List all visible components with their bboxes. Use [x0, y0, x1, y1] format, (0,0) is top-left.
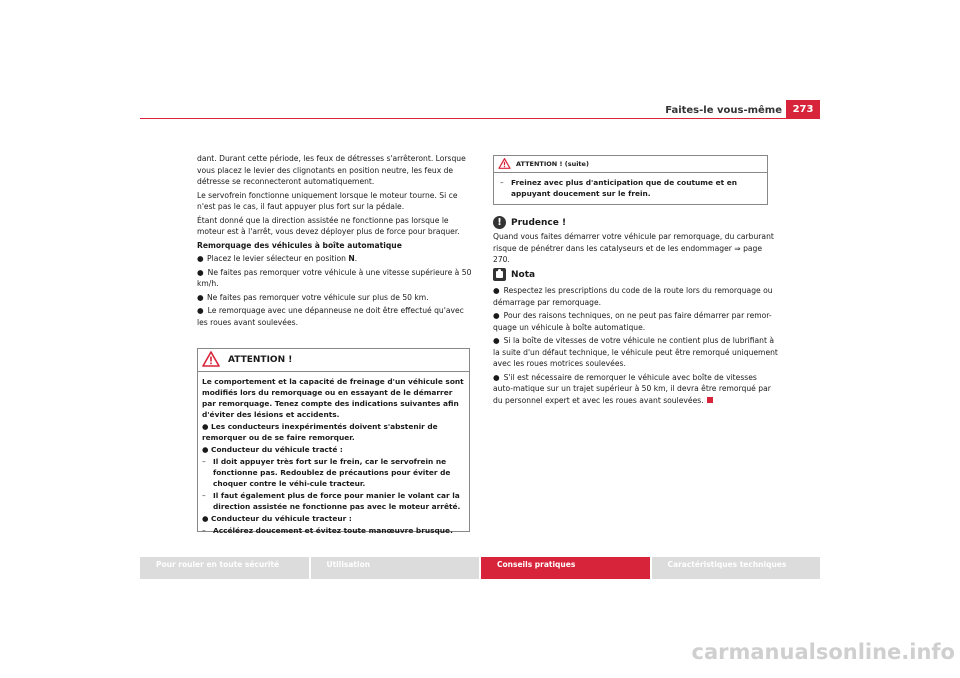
nota-list: [493, 285, 778, 406]
dash-icon: –: [202, 457, 206, 466]
dash-icon: –: [202, 526, 206, 535]
attention-title: ATTENTION !: [228, 355, 293, 365]
page-reference-link[interactable]: page 270.: [493, 243, 763, 264]
bullet-icon: ●: [197, 267, 204, 277]
list-item: ● Ne faites pas remorquer votre véhicule sur plus de 50 km.: [197, 292, 429, 302]
dash-icon: –: [202, 491, 206, 500]
list-item: – Il doit appuyer très fort sur le frein, car le servofrein ne fonctionne pas. Redoublez de précautions pour éviter de choquer contre le véhi-cule tracteur.: [202, 457, 451, 488]
footer-tab-caracteristiques[interactable]: Caractéristiques techniques: [652, 557, 821, 579]
header-divider: [140, 118, 820, 119]
paragraph-hazard-lights: dant. Durant cette période, les feux de détresses s'arrêteront. Lorsque vous placez le levier des clignotants en position neutre, les feux de détresse se reconnecteront automatiquement.: [197, 154, 466, 186]
attention-list: [202, 421, 465, 536]
attention-intro: Le comportement et la capacité de freinage d'un véhicule sont modifiés lors du remorquage ou en essayant de le démarrer par remorquage. Tenez compte des indications suivantes afin d'éviter des lésions et accidents.: [202, 377, 464, 419]
end-of-section-icon: [707, 397, 713, 403]
page-title: Faites-le vous-même: [665, 105, 782, 116]
prudence-header: [493, 216, 566, 229]
list-item: ● Conducteur du véhicule tracteur :: [202, 514, 352, 523]
nota-title: Nota: [511, 269, 536, 280]
bullet-icon: ●: [202, 445, 212, 454]
attention-continued-box: [493, 155, 768, 205]
bullet-icon: ●: [202, 514, 212, 523]
list-item: ● Pour des raisons techniques, on ne peut pas faire démarrer par remor-quage un véhicule à boîte automatique.: [493, 311, 772, 332]
attention-continued-body: – Freinez avec plus d'anticipation que de coutume et en appuyant doucement sur le frein.: [500, 178, 737, 198]
footer-nav: [140, 557, 820, 579]
warning-triangle-icon: [498, 158, 511, 171]
bullet-icon: ●: [493, 311, 500, 320]
footer-tab-securite[interactable]: Pour rouler en toute sécurité: [140, 557, 309, 579]
bullet-icon: ●: [493, 372, 500, 382]
attention-continued-header: [494, 156, 767, 173]
list-item: ● Conducteur du véhicule tracté :: [202, 445, 343, 454]
watermark: carmanualsonline.info: [691, 640, 955, 664]
nota-body: [493, 285, 778, 408]
dash-icon: –: [500, 178, 504, 187]
list-item: – Accélérez doucement et évitez toute manœuvre brusque.: [202, 526, 453, 535]
list-item: ● Ne faites pas remorquer votre véhicule à une vitesse supérieure à 50 km/h.: [197, 267, 472, 288]
bullet-icon: ●: [197, 254, 204, 263]
bullet-icon: ●: [202, 422, 212, 431]
paragraph-brake-servo: Le servofrein fonctionne uniquement lorsque le moteur tourne. Si ce n'est pas le cas, il faut appuyer plus fort sur la pédale.: [197, 190, 458, 211]
page-number: 273: [786, 100, 820, 118]
paragraph-power-steering: Étant donné que la direction assistée ne fonctionne pas lorsque le moteur est à l'arrêt, vous devez déployer plus de force pour braquer.: [197, 215, 460, 236]
list-item: – Il faut également plus de force pour manier le volant car la direction assistée ne fonctionne pas avec le moteur arrêté.: [202, 491, 461, 511]
section-heading-automatic: Remorquage des véhicules à boîte automatique: [197, 240, 402, 250]
bullet-icon: ●: [493, 286, 500, 295]
bullet-icon: ●: [197, 292, 204, 302]
prudence-text: Quand vous faites démarrer votre véhicule par remorquage, du carburant risque de pénétrer dans les catalyseurs et de les endommager ⇒ page 270.: [493, 232, 774, 264]
note-icon: [493, 268, 506, 281]
attention-header: [198, 349, 469, 372]
list-item: ● Placez le levier sélecteur en position N.: [197, 254, 358, 263]
prudence-title: Prudence !: [511, 217, 567, 228]
bullet-icon: ●: [493, 336, 500, 345]
attention-continued-title: ATTENTION ! (suite): [516, 160, 589, 168]
nota-header: [493, 268, 535, 281]
list-item: ● Si la boîte de vitesses de votre véhicule ne contient plus de lubrifiant à la suite d'un défaut technique, le véhicule peut être remorqué uniquement avec les roues motrices soulevées.: [493, 336, 778, 368]
left-column: [197, 153, 472, 330]
exclamation-circle-icon: !: [493, 216, 506, 229]
attention-box: [197, 348, 470, 535]
footer-tab-conseils[interactable]: Conseils pratiques: [481, 557, 650, 579]
list-item: ● S'il est nécessaire de remorquer le véhicule avec boîte de vitesses auto-matique sur un trajet supérieur à 50 km, il devra être remorqué par du personnel expert et avec les roues avant soulevées.: [493, 372, 771, 405]
warning-triangle-icon: [202, 351, 220, 370]
list-item: ● Le remorquage avec une dépanneuse ne doit être effectué qu'avec les roues avant soulevées.: [197, 306, 464, 327]
arrow-right-icon: ⇒: [734, 243, 741, 253]
footer-tab-utilisation[interactable]: Utilisation: [311, 557, 480, 579]
list-item: ● Les conducteurs inexpérimentés doivent s'abstenir de remorquer ou de se faire remorquer.: [202, 422, 438, 442]
automatic-towing-list: [197, 253, 472, 328]
attention-body: [198, 372, 469, 536]
list-item: ● Respectez les prescriptions du code de la route lors du remorquage ou démarrage par remorquage.: [493, 286, 773, 307]
bullet-icon: ●: [197, 306, 204, 315]
